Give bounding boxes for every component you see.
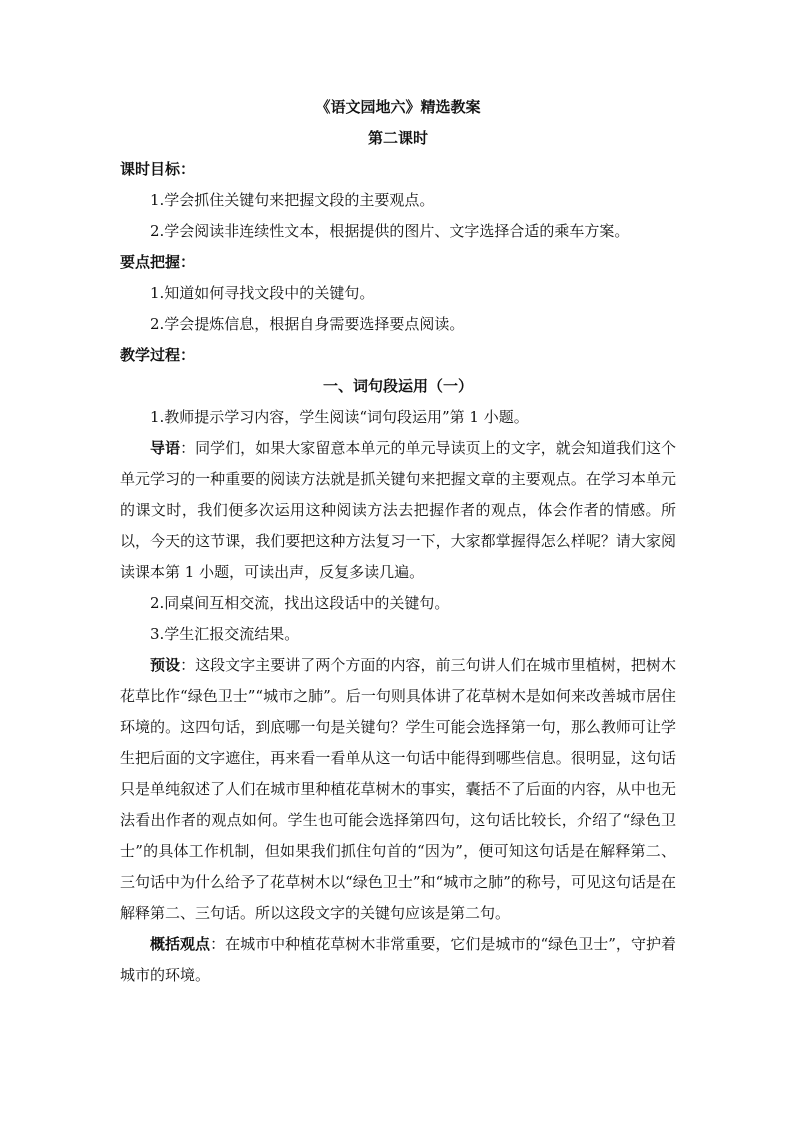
document-title: 《语文园地六》精选教案	[315, 98, 481, 116]
goal-item: 2.学会阅读非连续性文本，根据提供的图片、文字选择合适的乘车方案。	[150, 222, 630, 240]
document-page	[120, 92, 676, 991]
summary-paragraph	[120, 929, 676, 991]
goals-heading: 课时目标：	[120, 160, 196, 178]
keypoint-item: 2.学会提炼信息，根据自身需要选择要点阅读。	[150, 315, 465, 333]
step-item: 1.教师提示学习内容，学生阅读“词句段运用”第 1 小题。	[150, 408, 529, 426]
guide-paragraph	[120, 433, 676, 588]
summary-text: ：在城市中种植花草树木非常重要，它们是城市的“绿色卫士”，守护着城市的环境。	[120, 935, 676, 984]
section-title: 一、词句段运用（一）	[322, 377, 473, 395]
preset-text: ：这段文字主要讲了两个方面的内容，前三句讲人们在城市里植树，把树木花草比作“绿色卫士”“城市之肺”。后一句则具体讲了花草树木是如何来改善城市居住环境的。这四句话，到底哪一句是关键句？学生可能会选择第一句，那么教师可让学生把后面的文字遮住，再来看一看单从这一句话中能得到哪些信息。很明显，这句话只是单纯叙述了人们在城市里种植花草树木的事实，囊括不了后面的内容，从中也无法看出作者的观点如何。学生也可能会选择第四句，这句话比较长，介绍了“绿色卫士”的具体工作机制，但如果我们抓住句首的“因为”，便可知这句话是在解释第二、三句话中为什么给予了花草树木以“绿色卫士”和“城市之肺”的称号，可见这句话是在解释第二、三句话。所以这段文字的关键句应该是第二句。	[120, 656, 676, 922]
preset-label: 预设	[150, 656, 181, 674]
step-item: 3.学生汇报交流结果。	[150, 625, 300, 643]
keypoints-heading: 要点把握：	[120, 253, 196, 271]
guide-label: 导语	[150, 439, 181, 457]
process-heading: 教学过程：	[120, 346, 196, 364]
keypoint-item: 1.知道如何寻找文段中的关键句。	[150, 284, 375, 302]
summary-label: 概括观点	[150, 935, 211, 953]
goal-item: 1.学会抓住关键句来把握文段的主要观点。	[150, 191, 435, 209]
guide-text: ：同学们，如果大家留意本单元的单元导读页上的文字，就会知道我们这个单元学习的一种重要的阅读方法就是抓关键句来把握文章的主要观点。在学习本单元的课文时，我们便多次运用这种阅读方法去把握作者的观点，体会作者的情感。所以，今天的这节课，我们要把这种方法复习一下，大家都掌握得怎么样呢？请大家阅读课本第 1 小题，可读出声，反复多读几遍。	[120, 439, 676, 581]
step-item: 2.同桌间互相交流，找出这段话中的关键句。	[150, 594, 450, 612]
preset-paragraph	[120, 650, 676, 929]
document-subtitle: 第二课时	[367, 129, 428, 147]
